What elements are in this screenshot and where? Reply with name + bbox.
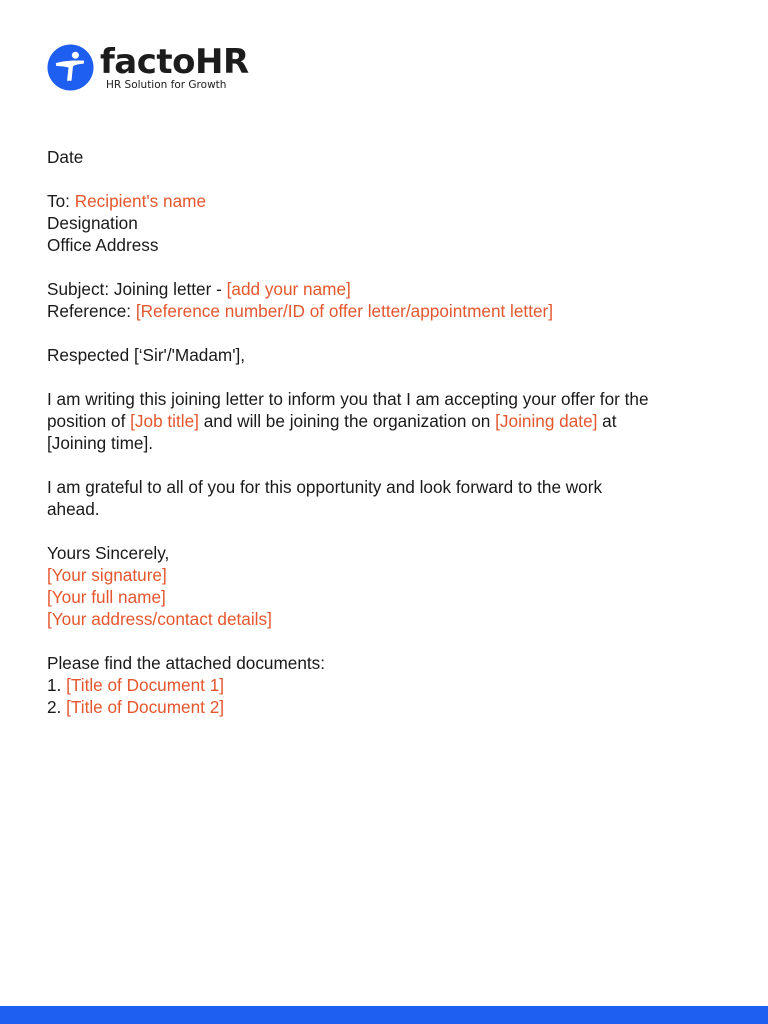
- body-text: and will be joining the organization on: [198, 411, 496, 431]
- salutation: Respected [‘Sir'/'Madam'],: [47, 345, 246, 365]
- attachments-intro-line: [47, 652, 727, 674]
- body-paragraph-1-line-1: [47, 388, 727, 410]
- recipient-line: [47, 190, 727, 212]
- body-paragraph-1-line-3: [47, 432, 727, 454]
- closing: Yours Sincerely,: [47, 543, 170, 563]
- full-name-line: [47, 586, 727, 608]
- job-title-placeholder: [Job title]: [130, 411, 199, 431]
- body-paragraph-2-line-1: [47, 476, 727, 498]
- list-item: [47, 674, 727, 696]
- joining-date-placeholder: [Joining date]: [495, 411, 598, 431]
- body-text: position of: [47, 411, 131, 431]
- designation-label: Designation: [47, 213, 138, 233]
- subject-name-placeholder: [add your name]: [226, 279, 351, 299]
- reference-placeholder: [Reference number/ID of offer letter/appointment letter]: [135, 301, 554, 321]
- body-text: at: [597, 411, 617, 431]
- subject-line: [47, 278, 727, 300]
- brand-name: factoHR: [100, 42, 249, 82]
- reference-prefix: Reference:: [47, 301, 136, 321]
- to-prefix: To:: [47, 191, 75, 211]
- brand-logo: [47, 44, 249, 92]
- date-line: [47, 146, 727, 168]
- brand-text: [100, 44, 249, 91]
- recipient-placeholder: Recipient's name: [74, 191, 207, 211]
- list-item-number: 2.: [47, 697, 67, 717]
- designation-line: [47, 212, 727, 234]
- closing-line: [47, 542, 727, 564]
- joining-letter: [47, 146, 727, 718]
- office-address-line: [47, 234, 727, 256]
- signature-placeholder: [Your signature]: [47, 565, 167, 585]
- footer-accent-bar: [0, 1006, 768, 1024]
- document-title-placeholder: [Title of Document 2]: [66, 697, 225, 717]
- signature-line: [47, 564, 727, 586]
- body-text: I am grateful to all of you for this opportunity and look forward to the work: [47, 477, 603, 497]
- salutation-line: [47, 344, 727, 366]
- joining-time-text: [Joining time].: [47, 433, 154, 453]
- brand-tagline: HR Solution for Growth: [106, 79, 227, 91]
- subject-prefix: Subject: Joining letter -: [47, 279, 227, 299]
- list-item: [47, 696, 727, 718]
- document-title-placeholder: [Title of Document 1]: [66, 675, 225, 695]
- reference-line: [47, 300, 727, 322]
- contact-placeholder: [Your address/contact details]: [47, 609, 272, 629]
- body-paragraph-1-line-2: [47, 410, 727, 432]
- body-paragraph-2-line-2: [47, 498, 727, 520]
- full-name-placeholder: [Your full name]: [47, 587, 166, 607]
- date-label: Date: [47, 147, 84, 167]
- attachments-intro: Please find the attached documents:: [47, 653, 326, 673]
- list-item-number: 1.: [47, 675, 67, 695]
- body-text: ahead.: [47, 499, 100, 519]
- body-text: I am writing this joining letter to inform you that I am accepting your offer for the: [47, 389, 649, 409]
- person-circle-icon: [47, 44, 94, 91]
- contact-line: [47, 608, 727, 630]
- office-address-label: Office Address: [47, 235, 159, 255]
